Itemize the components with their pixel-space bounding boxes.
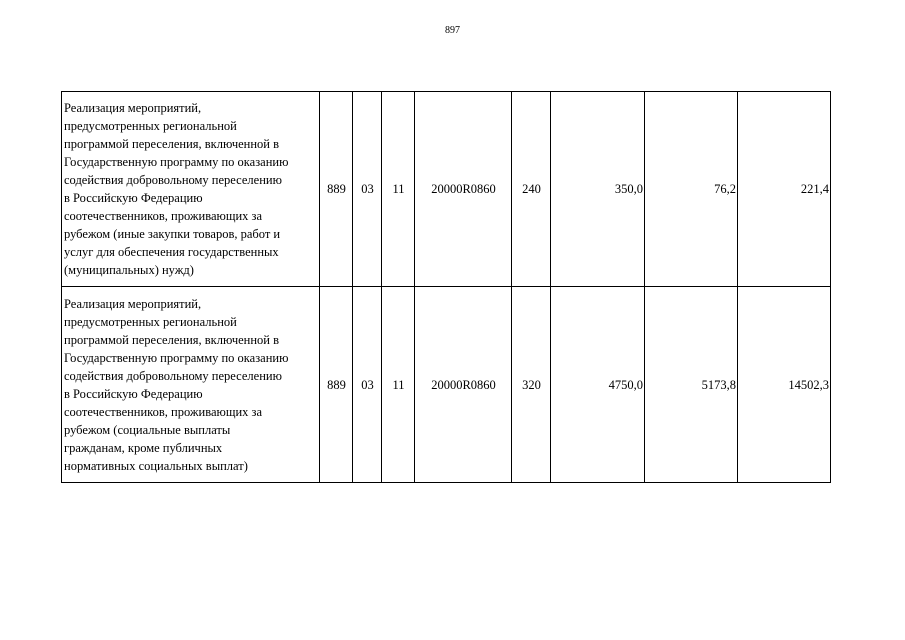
page-number: 897 — [445, 25, 460, 36]
cell-target-article: 20000R0860 — [415, 92, 512, 287]
cell-expense-type: 240 — [512, 92, 551, 287]
cell-amount-3: 14502,3 — [738, 287, 831, 483]
cell-description: Реализация мероприятий, предусмотренных региональной программой переселения, включенной в Государственную программу по оказанию содействия добровольному переселению в Российскую Федерацию соотечественников, проживающих за рубежом (социальные выплаты гражданам, кроме публичных нормативных социальных выплат) — [62, 287, 320, 483]
cell-target-article: 20000R0860 — [415, 287, 512, 483]
cell-subsection-code: 11 — [382, 287, 415, 483]
cell-amount-1: 4750,0 — [551, 287, 645, 483]
cell-amount-2: 76,2 — [645, 92, 738, 287]
cell-expense-type: 320 — [512, 287, 551, 483]
cell-section-code: 03 — [353, 92, 382, 287]
budget-table — [61, 91, 831, 483]
cell-amount-1: 350,0 — [551, 92, 645, 287]
cell-description: Реализация мероприятий, предусмотренных региональной программой переселения, включенной в Государственную программу по оказанию содействия добровольному переселению в Российскую Федерацию соотечественников, проживающих за рубежом (иные закупки товаров, работ и услуг для обеспечения государственных (муниципальных) нужд) — [62, 92, 320, 287]
table-row — [62, 287, 831, 483]
table-row — [62, 92, 831, 287]
cell-ministry-code: 889 — [320, 92, 353, 287]
cell-amount-3: 221,4 — [738, 92, 831, 287]
cell-subsection-code: 11 — [382, 92, 415, 287]
cell-section-code: 03 — [353, 287, 382, 483]
cell-ministry-code: 889 — [320, 287, 353, 483]
cell-amount-2: 5173,8 — [645, 287, 738, 483]
